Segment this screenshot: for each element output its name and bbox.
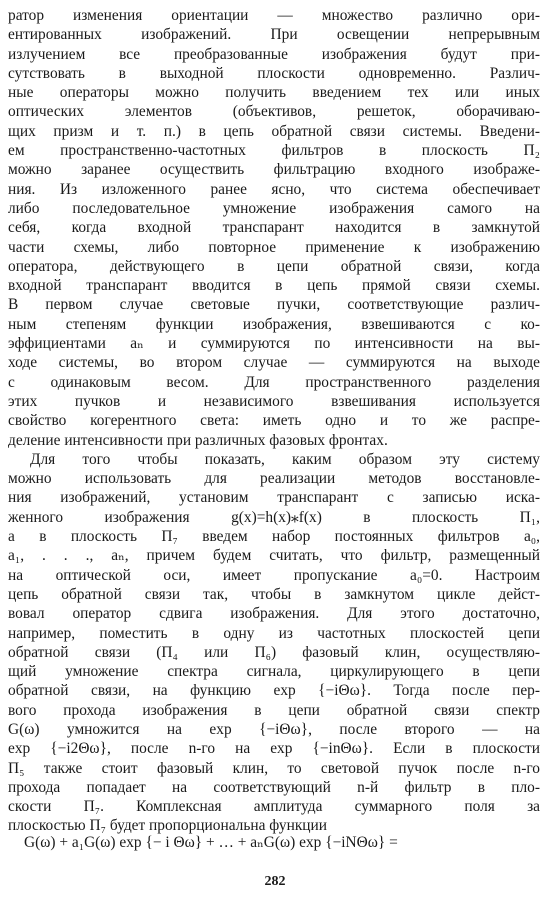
- text-line: с одинаковым весом. Для пространственного разделения: [8, 373, 540, 391]
- text-line: щих призм и т. п.) в цепь обратной связи системы. Введени-: [8, 122, 540, 140]
- text-line: входной транспарант вводится в цепь прямой связи схемы.: [8, 277, 540, 295]
- text-line: либо последовательное умножение изображения самого на: [8, 199, 540, 217]
- text-line: ния изображений, установим транспарант с записью иска-: [8, 489, 540, 507]
- text-line: щий умножение спектра сигнала, циркулирующего в цепи: [8, 663, 540, 681]
- text-line: ным степеням функции изображения, взвешиваются с ко-: [8, 315, 540, 333]
- text-line: В первом случае световые пучки, соответствующие различ-: [8, 296, 540, 314]
- text-line: G(ω) умножится на exp {−iΘω}, после второго — на: [8, 720, 540, 738]
- text-line: ходе системы, во втором случае — суммируются на выходе: [8, 354, 540, 372]
- text-line: ния. Из изложенного ранее ясно, что система обеспечивает: [8, 180, 540, 198]
- text-line: можно использовать для реализации методов восстановле-: [8, 470, 540, 488]
- text-line: ентированных изображений. При освещении непрерывным: [8, 26, 540, 44]
- text-line: этих пучков и независимого взвешивания используется: [8, 392, 540, 410]
- text-line: обратной связи (П₄ или П₆) фазовый клин, осуществляю-: [8, 643, 540, 661]
- text-line: женного изображения g(x)=h(x)⁎f(x) в плоскость П₁,: [8, 508, 540, 526]
- text-line: цепь обратной связи так, чтобы в замкнутом цикле дейст-: [8, 585, 540, 603]
- text-line: излучением все преобразованные изображения будут при-: [8, 45, 540, 63]
- text-line: сутствовать в выходной плоскости одновременно. Различ-: [8, 64, 540, 82]
- paragraph-2: [8, 450, 540, 836]
- text-line: оптических элементов (объективов, решеток, оборачиваю-: [8, 103, 540, 121]
- text-line: на оптической оси, имеет пропускание a₀=0. Настроим: [8, 566, 540, 584]
- text-line: Для того чтобы показать, каким образом эту систему: [30, 450, 540, 468]
- text-line: обратной связи, на функцию exp {−iΘω}. Тогда после пер-: [8, 682, 540, 700]
- text-line: плоскостью П₇ будет пропорциональна функции: [8, 817, 328, 835]
- paragraph-1: [8, 6, 540, 450]
- text-line: ем пространственно-частотных фильтров в плоскость П₂: [8, 142, 540, 160]
- text-line: ные операторы можно получить введением тех или иных: [8, 84, 540, 102]
- text-line: свойство когерентного света: иметь одно и то же распре-: [8, 412, 540, 430]
- text-line: части схемы, либо повторное применение к изображению: [8, 238, 540, 256]
- text-line: а в плоскость П₇ введем набор постоянных фильтров a₀,: [8, 528, 540, 546]
- text-line: эффициентами aₙ и суммируются по интенсивности на вы-: [8, 335, 540, 353]
- text-line: exp {−i2Θω}, после n-го на exp {−inΘω}. Если в плоскости: [8, 740, 540, 758]
- text-line: себя, когда входной транспарант находится в замкнутой: [8, 219, 540, 237]
- text-line: прохода попадает на соответствующий n-й фильтр в пло-: [8, 778, 540, 796]
- text-line: деление интенсивности при различных фазовых фронтах.: [8, 431, 388, 449]
- text-line: вовал оператор сдвига изображения. Для этого достаточно,: [8, 605, 540, 623]
- page-number: 282: [264, 874, 286, 889]
- text-line: a₁, . . ., aₙ, причем будем считать, что фильтр, размещенный: [8, 547, 540, 565]
- text-line: П₅ также стоит фазовый клин, то световой пучок после n-го: [8, 759, 540, 777]
- text-line: оператора, действующего в цепи обратной связи, когда: [8, 257, 540, 275]
- text-line: можно заранее осуществить фильтрацию входного изображе-: [8, 161, 540, 179]
- body-text: [8, 6, 540, 836]
- formula: G(ω) + a₁G(ω) exp {− i Θω} + … + aₙG(ω) exp {−iNΘω} =: [24, 834, 398, 851]
- text-line: скости П₇. Комплексная амплитуда суммарного поля за: [8, 798, 540, 816]
- text-line: ратор изменения ориентации — множество различно ори-: [8, 7, 540, 24]
- text-line: например, поместить в одну из частотных плоскостей цепи: [8, 624, 540, 642]
- text-line: вого прохода изображения в цепи обратной связи спектр: [8, 701, 540, 719]
